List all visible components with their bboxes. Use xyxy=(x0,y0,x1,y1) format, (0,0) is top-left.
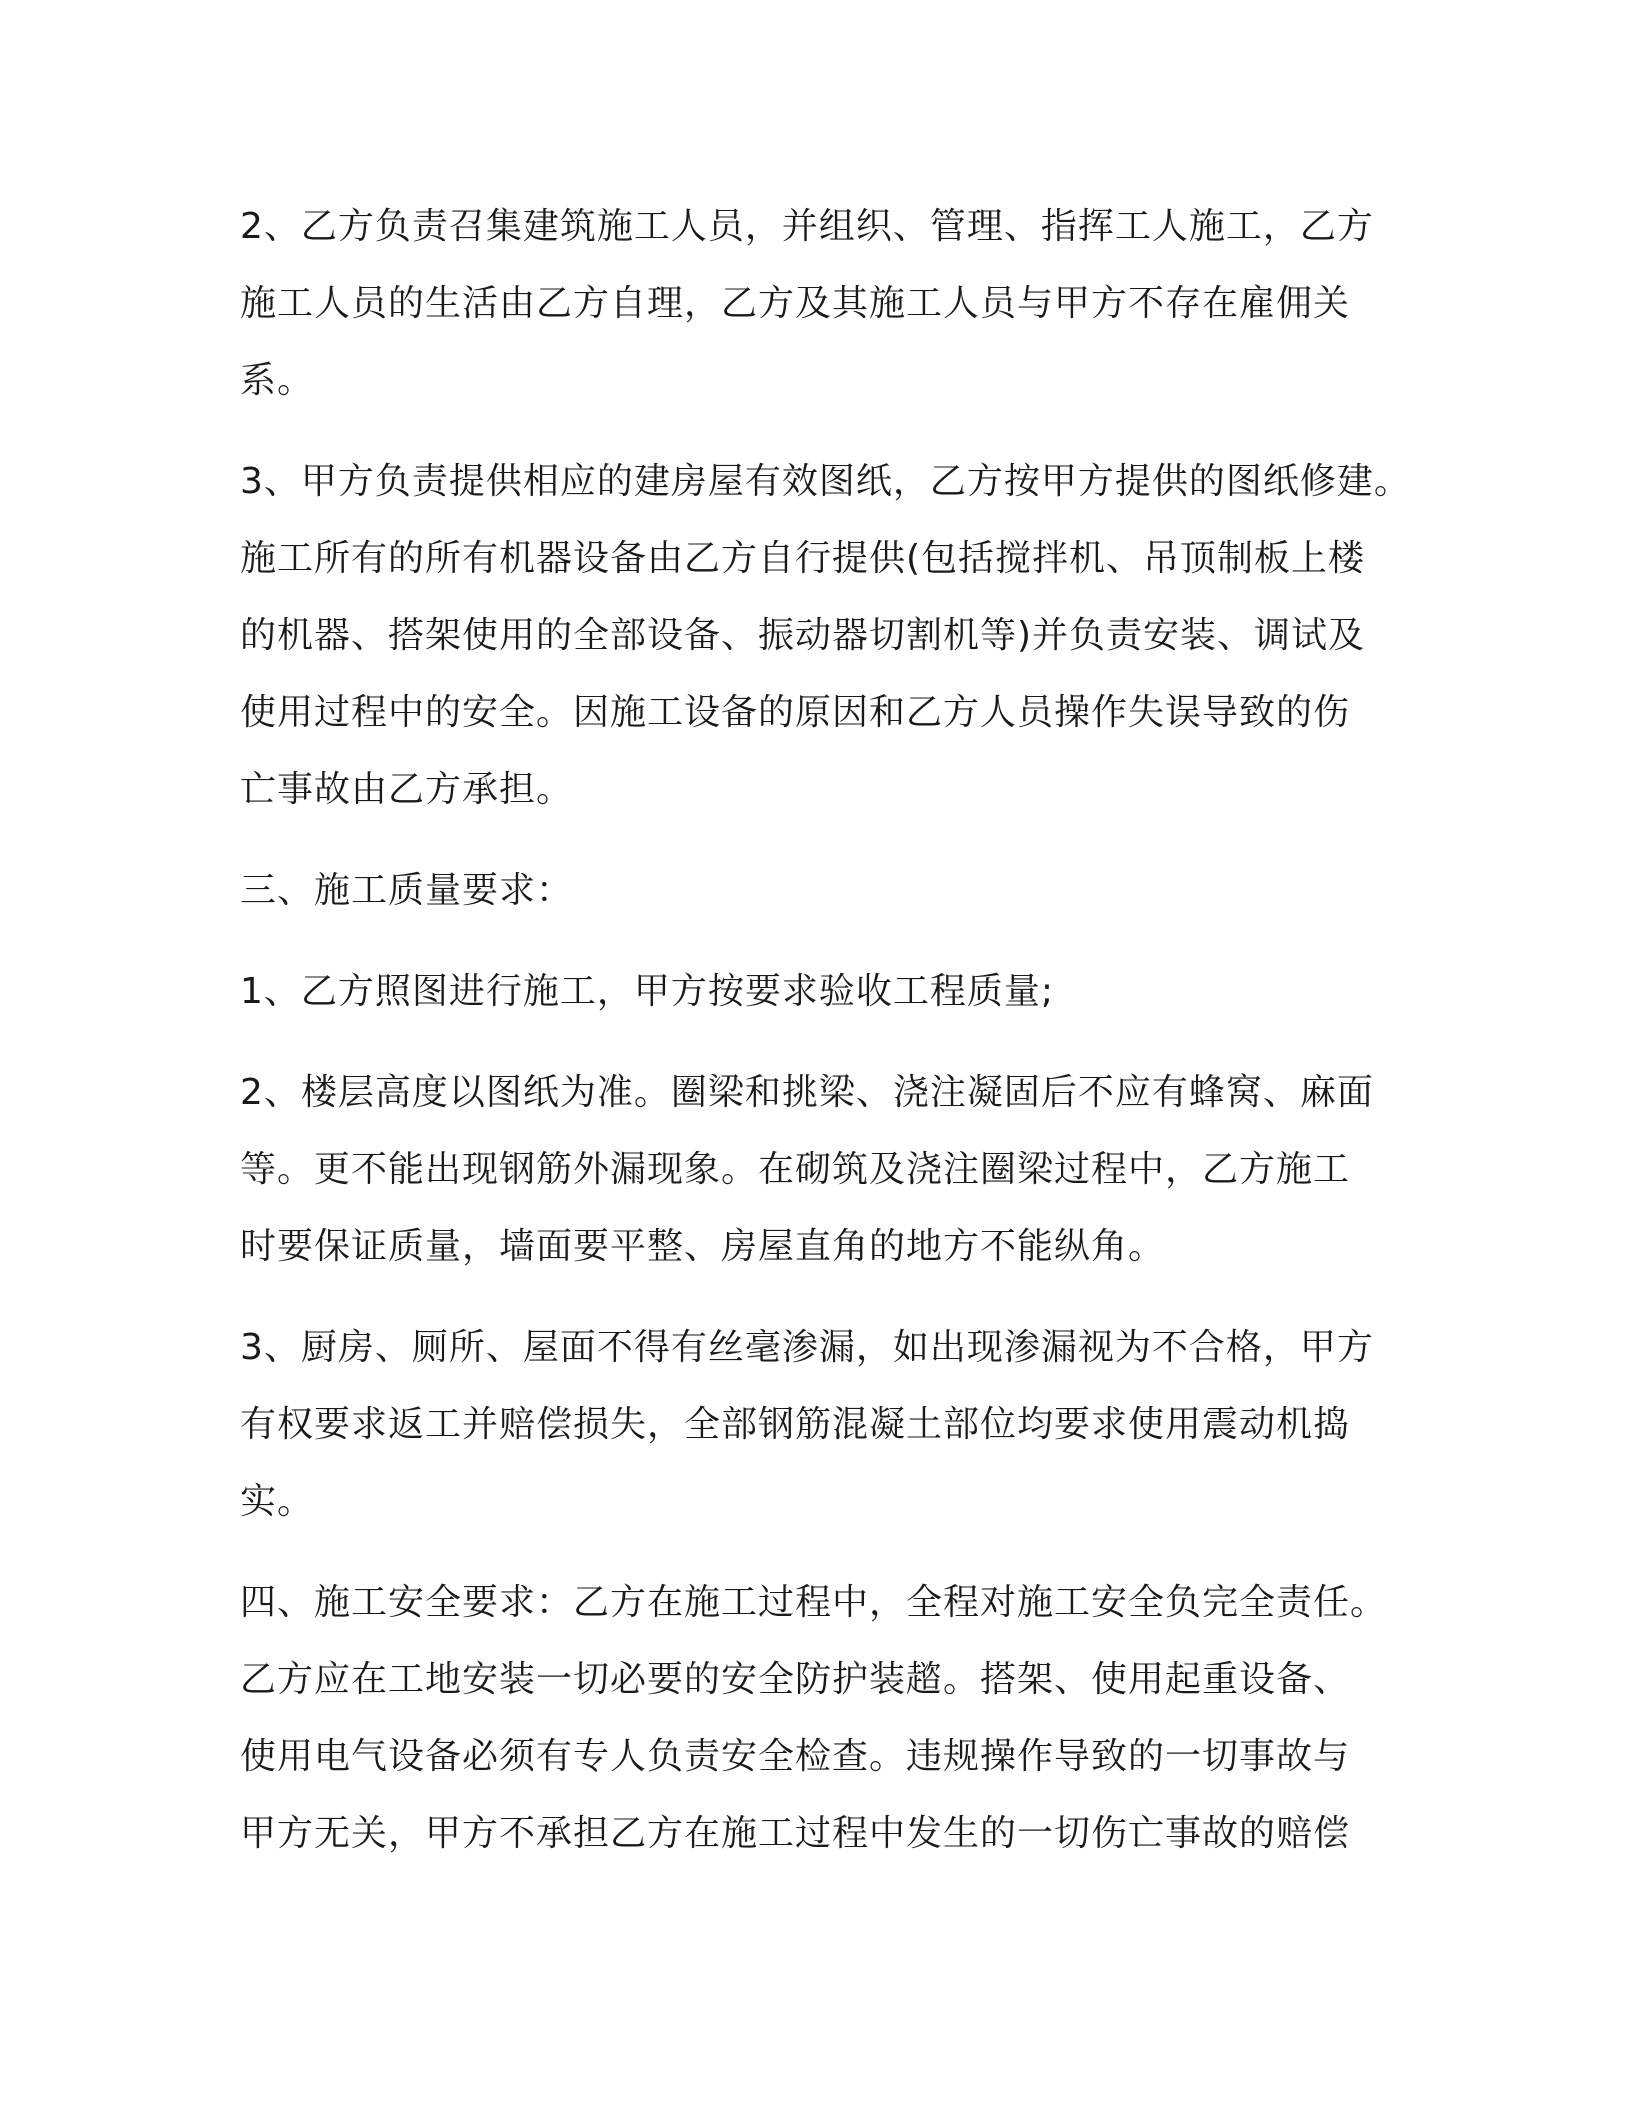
text-line: 施工所有的所有机器设备由乙方自行提供(包括搅拌机、吊顶制板上楼 xyxy=(240,538,1366,579)
text-line: 等。更不能出现钢筋外漏现象。在砌筑及浇注圈梁过程中，乙方施工 xyxy=(240,1149,1351,1190)
text-line: 四、施工安全要求：乙方在施工过程中，全程对施工安全负完全责任。 xyxy=(240,1582,1388,1623)
text-line: 使用过程中的安全。因施工设备的原因和乙方人员操作失误导致的伤 xyxy=(240,692,1351,733)
quality-clause-1 xyxy=(240,953,1440,1030)
text-line: 3、甲方负责提供相应的建房屋有效图纸，乙方按甲方提供的图纸修建。 xyxy=(240,461,1411,502)
text-line: 2、乙方负责召集建筑施工人员，并组织、管理、指挥工人施工，乙方 xyxy=(240,206,1374,247)
text-line: 亡事故由乙方承担。 xyxy=(240,769,574,810)
text-line: 有权要求返工并赔偿损失，全部钢筋混凝土部位均要求使用震动机捣 xyxy=(240,1404,1351,1445)
text-line: 2、楼层高度以图纸为准。圈梁和挑梁、浇注凝固后不应有蜂窝、麻面 xyxy=(240,1072,1374,1113)
text-line: 使用电气设备必须有专人负责安全检查。违规操作导致的一切事故与 xyxy=(240,1736,1351,1777)
text-line: 时要保证质量，墙面要平整、房屋直角的地方不能纵角。 xyxy=(240,1226,1166,1267)
section-heading: 三、施工质量要求： xyxy=(240,870,574,911)
text-line: 施工人员的生活由乙方自理，乙方及其施工人员与甲方不存在雇佣关 xyxy=(240,283,1351,324)
text-line: 乙方应在工地安装一切必要的安全防护装趦。搭架、使用起重设备、 xyxy=(240,1659,1351,1700)
section-safety-requirements xyxy=(240,1564,1440,1872)
quality-clause-3 xyxy=(240,1309,1440,1540)
text-line: 3、厨房、厕所、屋面不得有丝毫渗漏，如出现渗漏视为不合格，甲方 xyxy=(240,1327,1374,1368)
quality-clause-2 xyxy=(240,1054,1440,1285)
document-body xyxy=(240,188,1440,1896)
clause-3-drawings-equipment xyxy=(240,443,1440,828)
text-line: 甲方无关，甲方不承担乙方在施工过程中发生的一切伤亡事故的赔偿 xyxy=(240,1813,1351,1854)
text-line: 的机器、搭架使用的全部设备、振动器切割机等)并负责安装、调试及 xyxy=(240,615,1366,656)
section-heading-quality xyxy=(240,852,1440,929)
text-line: 系。 xyxy=(240,360,315,401)
text-line: 实。 xyxy=(240,1481,315,1522)
text-line: 1、乙方照图进行施工，甲方按要求验收工程质量; xyxy=(240,971,1055,1012)
clause-2-worker-management xyxy=(240,188,1440,419)
